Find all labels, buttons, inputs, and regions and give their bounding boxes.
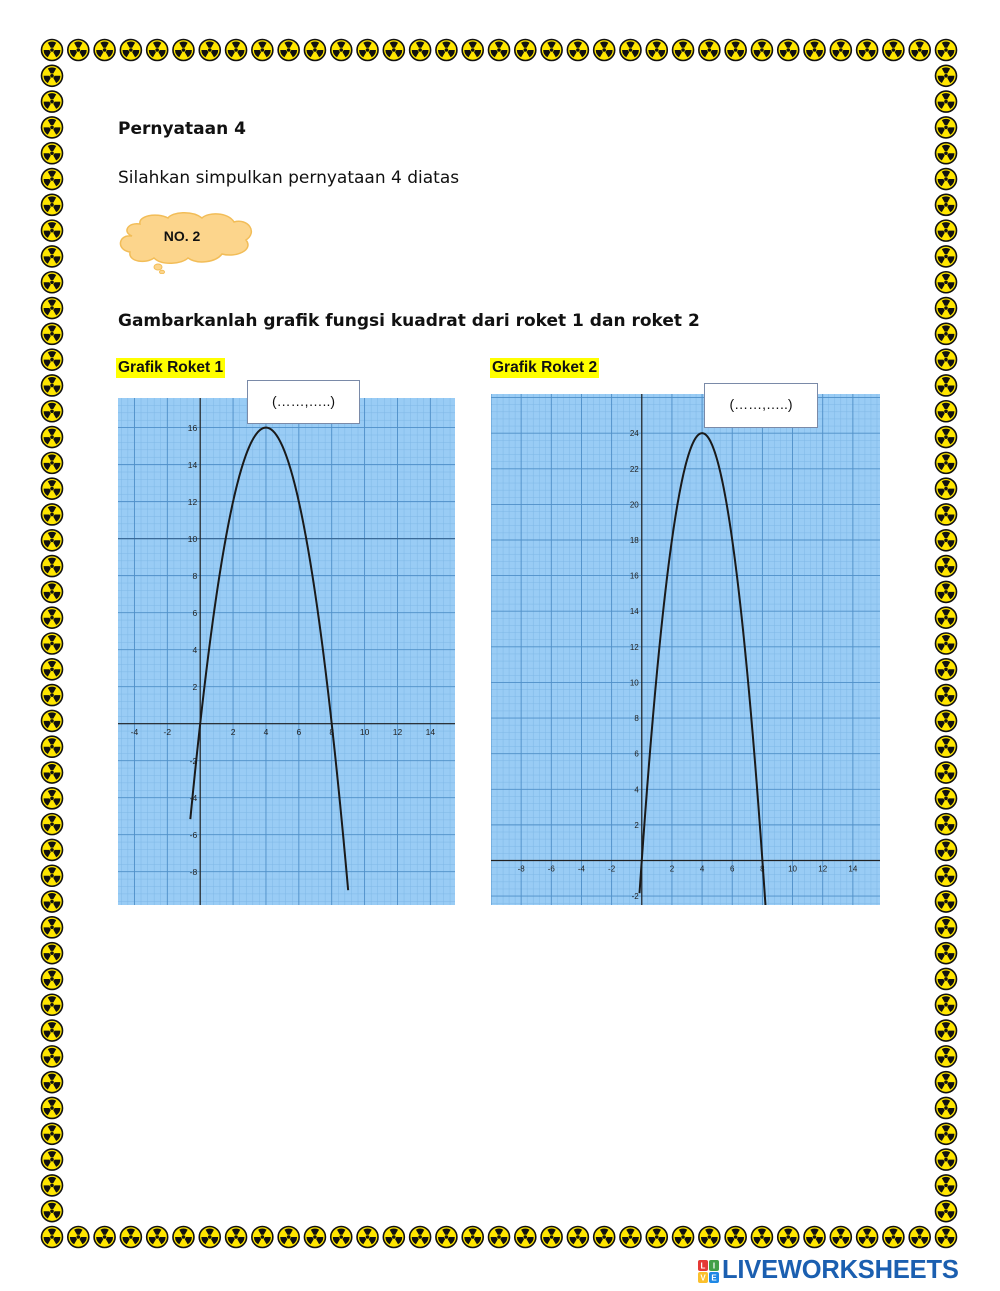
radiation-icon [936, 659, 957, 680]
y-tick-label: 12 [187, 496, 198, 507]
radiation-icon [42, 1201, 63, 1222]
radiation-icon [173, 40, 194, 61]
x-tick-label: 14 [848, 864, 858, 874]
radiation-icon [42, 91, 63, 112]
radiation-icon [42, 478, 63, 499]
radiation-icon [620, 40, 641, 61]
radiation-icon [936, 968, 957, 989]
answer-box-vertex-roket-1[interactable]: (……,…..) [247, 380, 360, 424]
radiation-icon [936, 1149, 957, 1170]
radiation-icon [936, 710, 957, 731]
question-number-label: NO. 2 [163, 228, 201, 244]
radiation-icon [42, 401, 63, 422]
radiation-icon [936, 814, 957, 835]
radiation-icon [936, 1227, 957, 1248]
radiation-icon [936, 375, 957, 396]
y-tick-label: -4 [189, 792, 198, 803]
y-tick-label: 22 [629, 464, 639, 474]
radiation-icon [936, 1175, 957, 1196]
radiation-icon [830, 1227, 851, 1248]
y-tick-label: -2 [631, 892, 639, 902]
radiation-icon [42, 40, 63, 61]
radiation-icon [42, 117, 63, 138]
y-tick-label: 18 [629, 536, 639, 545]
radiation-icon [936, 349, 957, 370]
y-tick-label: 8 [192, 570, 198, 581]
radiation-icon [830, 40, 851, 61]
radiation-icon [620, 1227, 641, 1248]
radiation-icon [68, 40, 89, 61]
y-tick-label: 4 [192, 644, 198, 655]
radiation-icon [42, 220, 63, 241]
x-tick-label: -2 [608, 864, 616, 874]
x-tick-label: 12 [818, 864, 828, 874]
radiation-icon [383, 1227, 404, 1248]
radiation-icon [42, 917, 63, 938]
radiation-icon [199, 40, 220, 61]
radiation-icon [42, 1123, 63, 1144]
radiation-icon [515, 40, 536, 61]
y-tick-label: 2 [192, 681, 198, 692]
radiation-icon [331, 1227, 352, 1248]
y-tick-label: 16 [187, 422, 198, 433]
radiation-icon [226, 1227, 247, 1248]
radiation-icon [42, 685, 63, 706]
radiation-icon [883, 1227, 904, 1248]
y-tick-label: 14 [629, 607, 639, 617]
radiation-icon [936, 298, 957, 319]
radiation-icon [936, 1201, 957, 1222]
radiation-icon [42, 375, 63, 396]
radiation-icon [42, 994, 63, 1015]
radiation-icon [304, 40, 325, 61]
radiation-icon [410, 1227, 431, 1248]
radiation-icon [936, 1046, 957, 1067]
radiation-icon [42, 762, 63, 783]
radiation-icon [436, 40, 457, 61]
radiation-icon [936, 427, 957, 448]
radiation-icon [42, 736, 63, 757]
graph-title-roket-1: Grafik Roket 1 [118, 359, 224, 376]
radiation-icon [857, 40, 878, 61]
radiation-icon [42, 169, 63, 190]
y-tick-label: 16 [629, 571, 639, 581]
radiation-icon [42, 788, 63, 809]
radiation-icon [42, 814, 63, 835]
radiation-icon [936, 169, 957, 190]
radiation-icon [42, 556, 63, 577]
radiation-icon [936, 504, 957, 525]
radiation-icon [42, 659, 63, 680]
y-tick-label: 6 [634, 749, 639, 759]
grid-background [118, 398, 455, 905]
radiation-icon [42, 349, 63, 370]
radiation-icon [462, 1227, 483, 1248]
radiation-icon [699, 40, 720, 61]
radiation-icon [42, 865, 63, 886]
radiation-icon [936, 452, 957, 473]
x-tick-label: -4 [577, 864, 586, 874]
radiation-icon [778, 1227, 799, 1248]
radiation-icon [936, 91, 957, 112]
radiation-icon [489, 40, 510, 61]
radiation-icon [252, 1227, 273, 1248]
task-instruction: Gambarkanlah grafik fungsi kuadrat dari roket 1 dan roket 2 [118, 311, 700, 331]
x-tick-label: 2 [230, 727, 236, 738]
radiation-icon [909, 1227, 930, 1248]
radiation-icon [725, 1227, 746, 1248]
x-tick-label: 4 [699, 864, 705, 874]
radiation-icon [120, 1227, 141, 1248]
radiation-icon [42, 968, 63, 989]
radiation-icon [278, 40, 299, 61]
radiation-icon [751, 40, 772, 61]
radiation-icon [42, 143, 63, 164]
radiation-icon [541, 40, 562, 61]
radiation-icon [173, 1227, 194, 1248]
y-tick-label: -2 [189, 755, 198, 766]
radiation-icon [883, 40, 904, 61]
radiation-icon [936, 685, 957, 706]
radiation-icon [936, 994, 957, 1015]
radiation-icon [462, 40, 483, 61]
radiation-icon [936, 865, 957, 886]
radiation-icon [357, 1227, 378, 1248]
radiation-icon [936, 478, 957, 499]
radiation-icon [936, 839, 957, 860]
radiation-icon [42, 272, 63, 293]
radiation-icon [42, 194, 63, 215]
radiation-icon [42, 1227, 63, 1248]
grid-background [491, 394, 880, 905]
radiation-icon [331, 40, 352, 61]
x-tick-label: 6 [296, 727, 302, 738]
radiation-icon [936, 736, 957, 757]
x-tick-label: 8 [760, 864, 765, 874]
x-tick-label: 14 [425, 727, 436, 738]
graph-roket-2 [491, 394, 880, 905]
radiation-icon [594, 1227, 615, 1248]
radiation-icon [936, 917, 957, 938]
y-tick-label: 2 [634, 820, 639, 830]
x-tick-label: 10 [359, 727, 370, 738]
radiation-icon [936, 246, 957, 267]
radiation-icon [42, 1072, 63, 1093]
liveworksheets-logo-text: LIVEWORKSHEETS [722, 1256, 959, 1284]
radiation-icon [42, 1149, 63, 1170]
radiation-icon [252, 40, 273, 61]
radiation-icon [42, 452, 63, 473]
radiation-icon [489, 1227, 510, 1248]
logo-tile-letter: L [700, 1261, 706, 1271]
radiation-icon [541, 1227, 562, 1248]
radiation-icon [646, 40, 667, 61]
x-tick-label: 6 [730, 864, 735, 874]
radiation-icon [936, 323, 957, 344]
radiation-icon [410, 40, 431, 61]
radiation-icon [936, 65, 957, 86]
y-tick-label: 10 [187, 533, 198, 544]
radiation-icon [94, 1227, 115, 1248]
radiation-icon [673, 1227, 694, 1248]
radiation-icon [673, 40, 694, 61]
radiation-icon [936, 556, 957, 577]
logo-tile-letter: E [711, 1273, 717, 1283]
radiation-icon [936, 633, 957, 654]
logo-tile-letter: I [712, 1261, 716, 1271]
radiation-icon [42, 1175, 63, 1196]
radiation-icon [936, 943, 957, 964]
radiation-icon [42, 607, 63, 628]
x-tick-label: -8 [517, 864, 525, 874]
radiation-icon [936, 401, 957, 422]
graph-title-roket-2: Grafik Roket 2 [492, 359, 598, 376]
radiation-icon [646, 1227, 667, 1248]
radiation-icon [383, 40, 404, 61]
radiation-icon [567, 1227, 588, 1248]
radiation-icon [68, 1227, 89, 1248]
section-heading: Pernyataan 4 [118, 119, 246, 139]
radiation-icon [936, 530, 957, 551]
radiation-icon [42, 504, 63, 525]
radiation-icon [936, 788, 957, 809]
x-tick-label: -2 [163, 727, 172, 738]
x-tick-label: 4 [263, 727, 269, 738]
radiation-icon [226, 40, 247, 61]
radiation-icon [42, 891, 63, 912]
radiation-icon [147, 40, 168, 61]
x-tick-label: -6 [547, 864, 555, 874]
graph-roket-1 [118, 398, 455, 905]
radiation-icon [42, 1097, 63, 1118]
radiation-icon [936, 40, 957, 61]
radiation-icon [278, 1227, 299, 1248]
radiation-icon [936, 1097, 957, 1118]
radiation-icon [936, 762, 957, 783]
radiation-icon [42, 839, 63, 860]
radiation-icon [594, 40, 615, 61]
radiation-icon [42, 1046, 63, 1067]
radiation-icon [936, 1072, 957, 1093]
radiation-icon [751, 1227, 772, 1248]
radiation-icon [94, 40, 115, 61]
radiation-icon [857, 1227, 878, 1248]
y-tick-label: 6 [192, 607, 198, 618]
radiation-icon [804, 40, 825, 61]
radiation-icon [42, 633, 63, 654]
radiation-icon [42, 323, 63, 344]
radiation-icon [909, 40, 930, 61]
x-tick-label: -4 [130, 727, 139, 738]
radiation-icon [42, 581, 63, 602]
radiation-icon [567, 40, 588, 61]
radiation-icon [936, 272, 957, 293]
x-tick-label: 10 [788, 864, 798, 874]
y-tick-label: -8 [189, 866, 198, 877]
radiation-icon [936, 581, 957, 602]
radiation-icon [42, 246, 63, 267]
radiation-icon [936, 1020, 957, 1041]
radiation-icon [436, 1227, 457, 1248]
y-tick-label: 10 [629, 678, 639, 688]
y-tick-label: 12 [629, 642, 639, 652]
radiation-icon [42, 1020, 63, 1041]
radiation-icon [936, 143, 957, 164]
radiation-icon [699, 1227, 720, 1248]
radiation-icon [147, 1227, 168, 1248]
radiation-icon [42, 298, 63, 319]
radiation-icon [304, 1227, 325, 1248]
logo-tile-letter: V [700, 1273, 706, 1283]
radiation-icon [936, 194, 957, 215]
radiation-icon [120, 40, 141, 61]
radiation-icon [936, 220, 957, 241]
radiation-icon [936, 117, 957, 138]
radiation-icon [42, 427, 63, 448]
y-tick-label: 24 [629, 429, 639, 439]
radiation-icon [199, 1227, 220, 1248]
radiation-icon [778, 40, 799, 61]
y-tick-label: 4 [634, 785, 639, 795]
radiation-icon [936, 607, 957, 628]
y-tick-label: -6 [189, 829, 198, 840]
radiation-icon [936, 891, 957, 912]
radiation-icon [515, 1227, 536, 1248]
x-tick-label: 2 [669, 864, 675, 874]
x-tick-label: 12 [392, 727, 403, 738]
radiation-icon [42, 65, 63, 86]
radiation-icon [725, 40, 746, 61]
y-tick-label: 20 [629, 500, 639, 510]
answer-box-vertex-roket-2[interactable]: (……,…..) [704, 383, 818, 428]
radiation-icon [936, 1123, 957, 1144]
x-tick-label: 8 [329, 727, 335, 738]
radiation-icon [42, 943, 63, 964]
y-tick-label: 14 [187, 459, 198, 470]
instruction-text: Silahkan simpulkan pernyataan 4 diatas [118, 168, 460, 188]
y-tick-label: 8 [634, 714, 639, 724]
radiation-icon [42, 530, 63, 551]
radiation-icon [804, 1227, 825, 1248]
radiation-icon [357, 40, 378, 61]
radiation-icon [42, 710, 63, 731]
